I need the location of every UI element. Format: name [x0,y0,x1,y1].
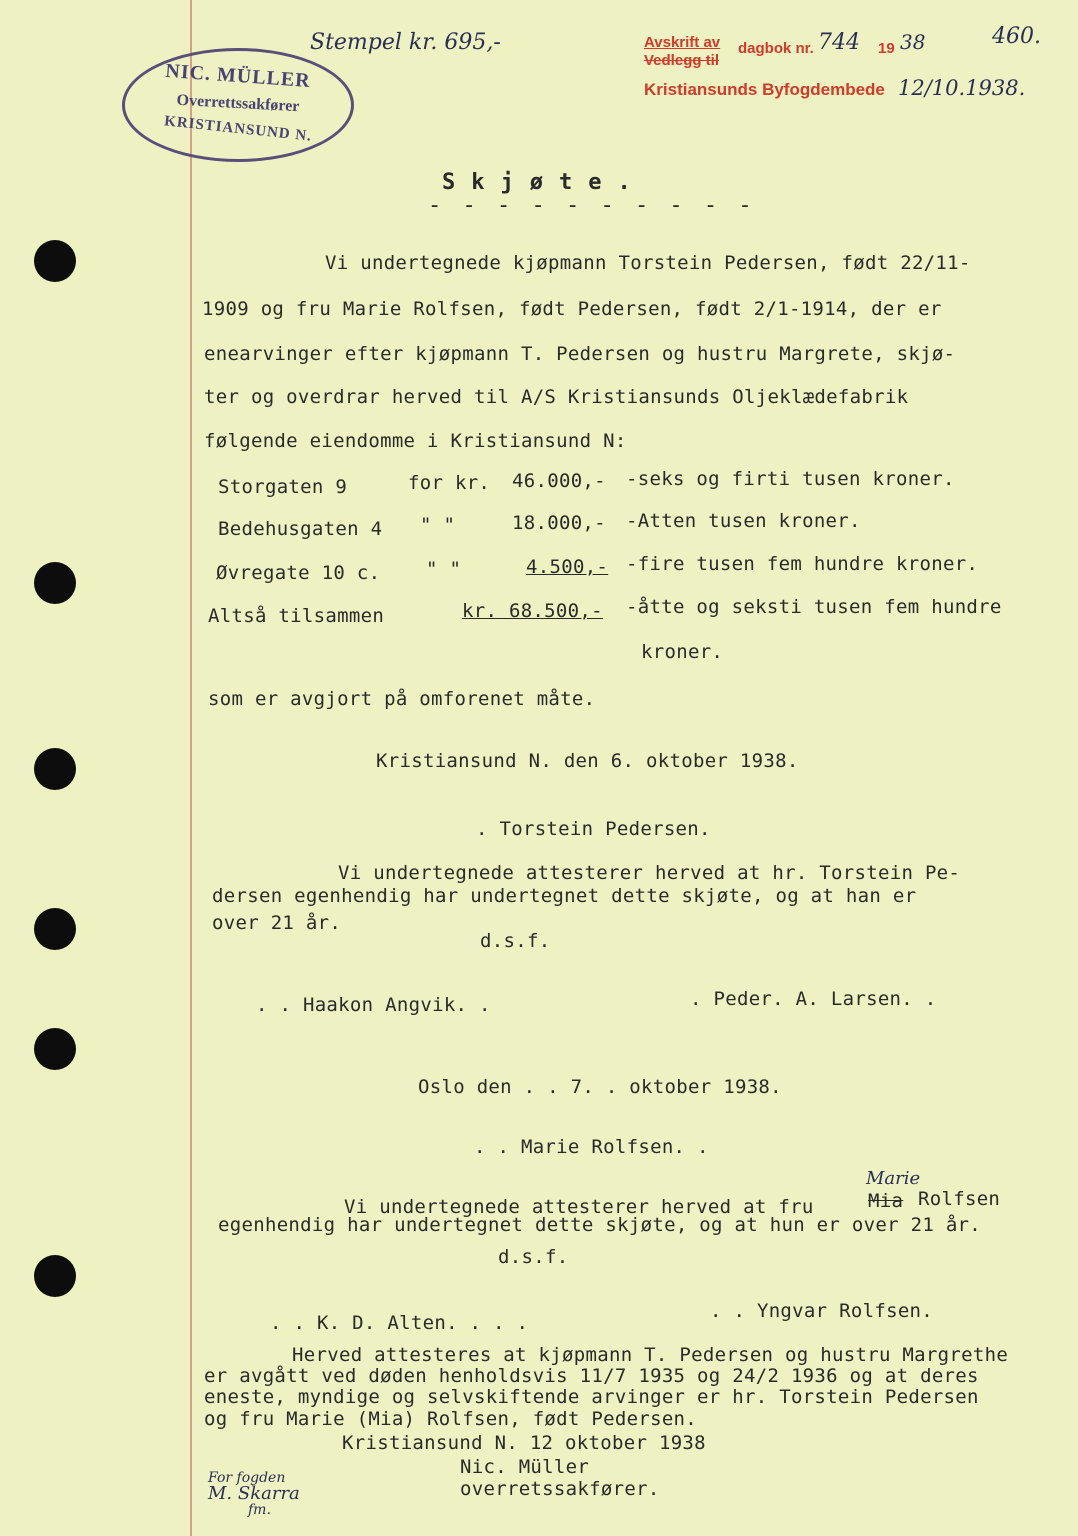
property-words: -Atten tusen kroner. [626,510,861,532]
cert-line: og fru Marie (Mia) Rolfsen, født Pedersen. [204,1408,698,1430]
cert-line: eneste, myndige og selvskiftende arvinger er hr. Torstein Pedersen [204,1386,979,1408]
dsf: d.s.f. [498,1246,569,1268]
dagbok-label: dagbok nr. [738,40,814,57]
signer-title: overretssakfører. [460,1478,660,1500]
handwritten-signature [208,1470,300,1518]
signer-name: Nic. Müller [460,1456,590,1478]
punch-hole [34,1028,76,1070]
agreed-text: som er avgjort på omforenet måte. [208,688,596,710]
stamp-name: NIC. MÜLLER [164,59,312,93]
property-prefix: " " [426,558,462,580]
witness: . . Haakon Angvik. . [256,994,491,1016]
total-label: Altså tilsammen [208,605,385,627]
name-correction: Marie [866,1168,921,1189]
dsf: d.s.f. [480,930,551,952]
stamp-title: Overrettssakfører [176,91,300,116]
avskrift-label: Avskrift av [644,34,721,51]
sig-line: For fogden [208,1470,286,1486]
place-date: Kristiansund N. 12 oktober 1938 [342,1432,706,1454]
attest-line: dersen egenhendig har undertegnet dette skjøte, og at han er [212,885,917,907]
attest-line: egenhendig har undertegnet dette skjøte, og at hun er over 21 år. [218,1214,982,1236]
margin-line [190,0,192,1536]
property-prefix: for kr. [408,472,491,494]
year-suffix: 38 [900,30,926,54]
handwritten-date: 12/10.1938. [898,76,1026,100]
body-line: Vi undertegnede kjøpmann Torstein Pedersen, født 22/11- [325,252,971,274]
total-amount: kr. 68.500,- [462,600,603,622]
punch-hole [34,908,76,950]
property-amount: 4.500,- [526,556,609,578]
witness: . . Yngvar Rolfsen. [710,1300,934,1322]
lawyer-stamp [122,48,354,162]
property-amount: 46.000,- [512,470,606,492]
office-name: Kristiansunds Byfogdembede [644,80,885,99]
page-number: 460. [992,24,1041,49]
sig-line: M. Skarra [208,1483,300,1504]
attest-line: Rolfsen [918,1188,1001,1210]
property-name: Øvregate 10 c. [216,562,381,584]
property-words: -seks og firti tusen kroner. [626,468,955,490]
witness: . Peder. A. Larsen. . [690,988,937,1010]
punch-hole [34,240,76,282]
document-title: Skjøte. [442,170,647,195]
vedlegg-label: Vedlegg til [644,52,720,69]
body-line: enearvinger efter kjøpmann T. Pedersen og hustru Margrete, skjø- [204,343,956,365]
punch-hole [34,748,76,790]
year-prefix: 19 [878,40,895,57]
title-underline: - - - - - - - - - - [428,193,756,218]
body-line: ter og overdrar herved til A/S Kristiansunds Oljeklædefabrik [204,386,909,408]
punch-hole [34,1255,76,1297]
struck-name: Mia [868,1190,904,1212]
place-date: Oslo den . . 7. . oktober 1938. [418,1076,782,1098]
dagbok-number: 744 [818,30,860,55]
property-name: Storgaten 9 [218,476,348,498]
attest-line: Vi undertegnede attesterer herved at fru [344,1196,814,1218]
body-line: 1909 og fru Marie Rolfsen, født Pedersen, født 2/1-1914, der er [202,298,942,320]
property-name: Bedehusgaten 4 [218,518,383,540]
place-date: Kristiansund N. den 6. oktober 1938. [376,750,799,772]
signature: . . Marie Rolfsen. . [474,1136,709,1158]
sig-line: fm. [248,1502,271,1518]
total-words: -åtte og seksti tusen fem hundre [626,596,1002,618]
witness: . . K. D. Alten. . . . [270,1312,529,1334]
total-words-cont: kroner. [641,641,724,663]
property-prefix: " " [420,514,456,536]
attest-line: over 21 år. [212,912,342,934]
avskrift-av [644,34,720,51]
attest-line: Vi undertegnede attesterer herved at hr. Torstein Pe- [338,862,961,884]
cert-line: Herved attesteres at kjøpmann T. Pedersen og hustru Margrethe [292,1344,1009,1366]
stamp-city: KRISTIANSUND N. [163,113,313,145]
punch-hole [34,562,76,604]
stamp-fee: Stempel kr. 695,- [310,30,501,55]
cert-line: er avgått ved døden henholdsvis 11/7 1935 og 24/2 1936 og at deres [204,1365,979,1387]
property-words: -fire tusen fem hundre kroner. [626,553,979,575]
signature: . Torstein Pedersen. [476,818,711,840]
vedlegg-til [644,52,719,69]
body-line: følgende eiendomme i Kristiansund N: [204,430,627,452]
property-amount: 18.000,- [512,512,606,534]
